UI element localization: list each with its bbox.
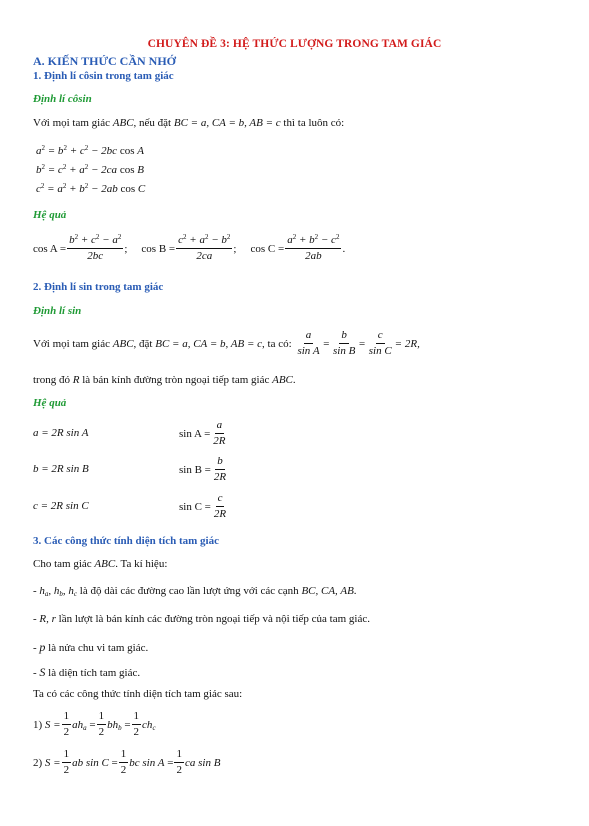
sine-corollary-left-c: c = 2R sin C (33, 500, 89, 512)
a-over-sin-a: $\frac{a}{\text{sin A}}$ (297, 329, 320, 357)
formula-number: 1) (33, 718, 43, 731)
sine-where-line: trong đó R là bán kính đường tròn ngoại tiếp tam giác ABC. (33, 374, 296, 386)
circumradius-symbol: R (72, 374, 80, 386)
equals-2r: = 2R, (394, 337, 420, 350)
section-a-heading: A. KIẾN THỨC CẦN NHỚ (33, 54, 177, 68)
cosine-formula-a: $a^2 = b^2 + c^2 - 2bc$ cos A (36, 144, 144, 157)
bullet-altitudes: - $h_a$, $h_b$, $h_c$ là độ dài các đường cao lần lượt ứng với các cạnh BC, CA, AB. (33, 585, 357, 598)
area-formulas-intro: Ta có các công thức tính diện tích tam giác sau: (33, 688, 243, 700)
side-assignment: BC = a, CA = b, AB = c (173, 117, 281, 129)
triangle-abc: ABC (112, 117, 134, 129)
area-formula-2: 2) S = $\frac{1}{2}$ ab sin C = $\frac{1}{2}$ bc sin A = $\frac{1}{2}$ ca sin B (33, 748, 221, 776)
cos-b-fraction: $\frac{c^2 + a^2 - b^2}{2ca}$ (178, 233, 231, 262)
separator: ; (124, 242, 128, 255)
cos-a-lhs: cos A = (33, 242, 67, 255)
cosine-intro-text: Với mọi tam giác (33, 117, 110, 129)
cosine-formula-c: $c^2 = a^2 + b^2 - 2ab$ cos C (36, 182, 146, 195)
sine-corollary-right-a: sin A = $\frac{a}{2R}$ (179, 419, 226, 447)
corollary-heading-1: Hệ quả (33, 209, 67, 221)
subsection-3-heading: 3. Các công thức tính diện tích tam giác (33, 535, 219, 547)
cosine-intro-after: thì ta luôn có: (283, 117, 345, 129)
bullet-radii: - R, r lần lượt là bán kính các đường tròn ngoại tiếp và nội tiếp của tam giác. (33, 613, 370, 625)
sine-corollary-left-a: a = 2R sin A (33, 427, 89, 439)
sine-intro-after: , ta có: (262, 337, 292, 350)
sine-corollary-left-b: b = 2R sin B (33, 463, 89, 475)
corollary-heading-2: Hệ quả (33, 397, 67, 409)
cosine-formula-b: $b^2 = c^2 + a^2 - 2ca$ cos B (36, 163, 144, 176)
area-intro: Cho tam giác ABC. Ta kí hiệu: (33, 558, 168, 570)
sine-corollary-right-c: sin C = $\frac{c}{2R}$ (179, 492, 227, 520)
separator: . (342, 242, 346, 255)
sine-corollary-right-b: sin B = $\frac{b}{2R}$ (179, 455, 227, 483)
subsection-2-heading: 2. Định lí sin trong tam giác (33, 281, 164, 293)
c-over-sin-c: $\frac{c}{\text{sin C}}$ (368, 329, 392, 357)
sine-theorem-heading: Định lí sin (33, 305, 82, 317)
cosine-intro (33, 117, 344, 129)
b-over-sin-b: $\frac{b}{\text{sin B}}$ (332, 329, 356, 357)
sine-intro: Với mọi tam giác ABC , đặt BC = a, CA = b, AB = c , ta có: $\frac{a}{\text{sin A}}$ = $\frac{b}{\text{sin B}}$ = $\frac{c}{\text{sin C}}$ = 2R, (33, 329, 420, 357)
bullet-semiperimeter: - p là nửa chu vi tam giác. (33, 640, 149, 654)
cosine-corollary-row (33, 234, 345, 263)
triangle-abc: ABC (112, 337, 134, 350)
cos-a-fraction: $\frac{b^2 + c^2 - a^2}{2bc}$ (69, 233, 122, 262)
formula-number: 2) (33, 756, 43, 769)
separator: ; (233, 242, 237, 255)
cos-c-lhs: cos C = (250, 242, 285, 255)
page-title: CHUYÊN ĐỀ 3: HỆ THỨC LƯỢNG TRONG TAM GIÁC (147, 38, 442, 50)
side-assignment: BC = a, CA = b, AB = c (155, 337, 263, 350)
area-formula-1: 1) S = $\frac{1}{2}$ $ah_a$ = $\frac{1}{2}$ $bh_b$ = $\frac{1}{2}$ $ch_c$ (33, 710, 156, 738)
cos-c-fraction: $\frac{a^2 + b^2 - c^2}{2ab}$ (287, 233, 340, 262)
sine-intro-mid: , đặt (133, 337, 153, 350)
bullet-area: - S là diện tích tam giác. (33, 665, 141, 679)
subsection-1-heading: 1. Định lí côsin trong tam giác (33, 70, 174, 82)
cos-b-lhs: cos B = (141, 242, 176, 255)
cosine-theorem-heading: Định lí côsin (33, 93, 92, 105)
sine-intro-text: Với mọi tam giác (33, 337, 110, 350)
cosine-intro-mid: , nếu đặt (133, 117, 172, 129)
